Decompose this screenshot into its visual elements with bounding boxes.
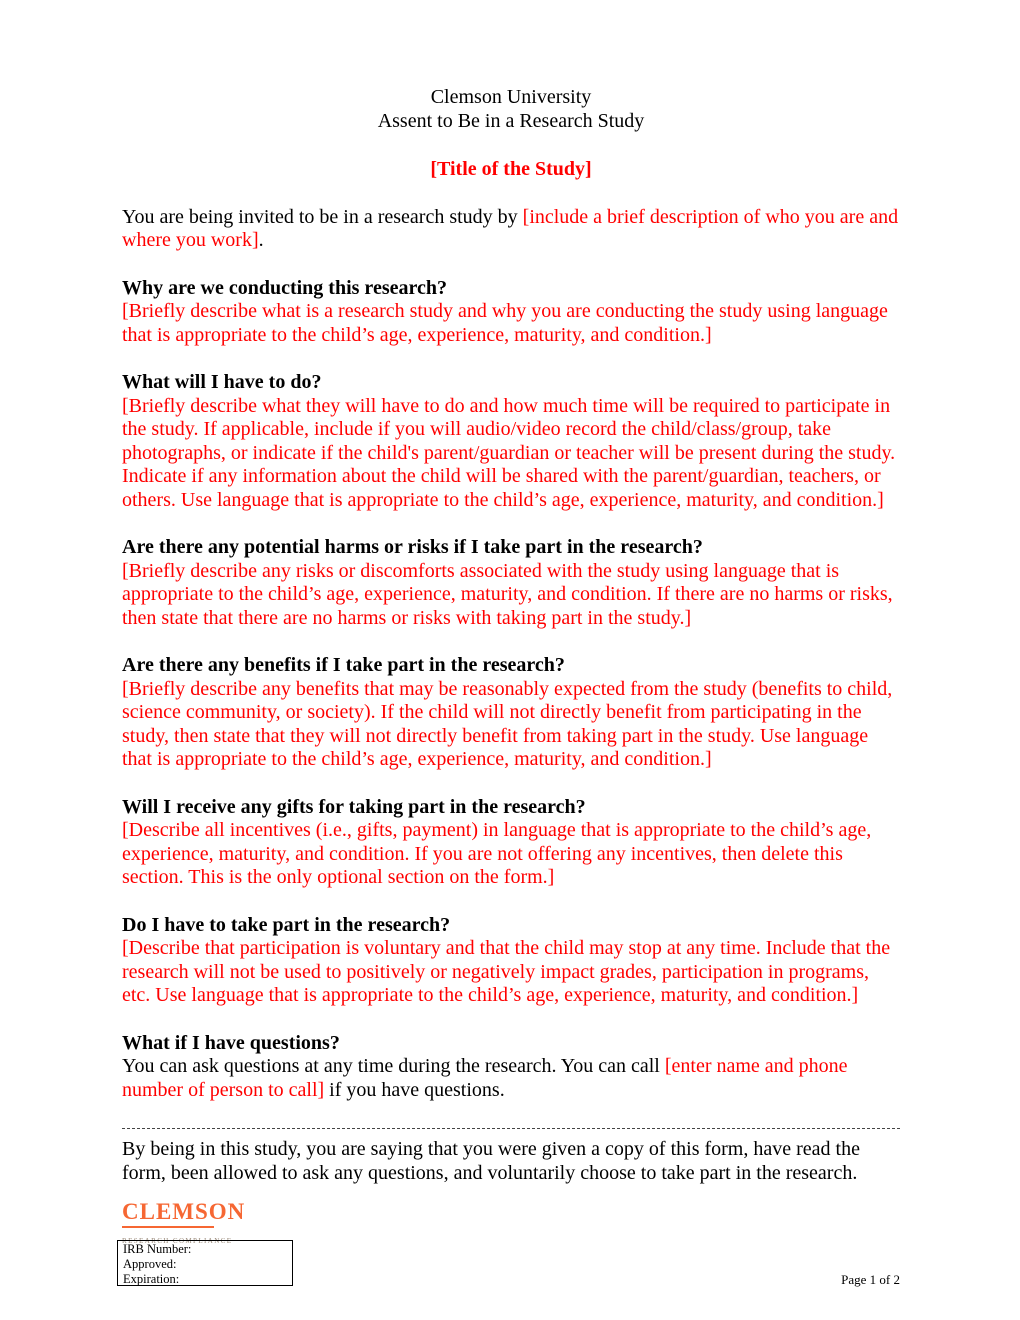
section-body-placeholder: [Describe that participation is voluntary and that the child may stop at any time. Include that the research will not be used to positively or negatively impact grades, participation in programs, etc. Use language that is appropriate to the child’s age, experience, maturity, and condition.] (122, 937, 891, 1006)
section-why-research (122, 277, 900, 348)
page-number: Page 1 of 2 (841, 1272, 900, 1287)
intro-placeholder-text: [include a brief description of who you are and where you work] (122, 205, 899, 251)
approved-label: Approved: (123, 1256, 177, 1271)
section-benefits (122, 654, 900, 772)
section-body-placeholder: [Briefly describe any benefits that may be reasonably expected from the study (benefits to child, science community, or society). If the child will not directly benefit from participating in the study, then state that they will not directly benefit from taking part in the study. Use language that is appropriate to the child’s age, experience, maturity, and condition.] (122, 677, 893, 770)
questions-text-after: if you have questions. (324, 1078, 505, 1101)
section-heading: Are there any potential harms or risks if I take part in the research? (122, 536, 703, 558)
section-heading: Why are we conducting this research? (122, 276, 447, 299)
expiration-label: Expiration: (123, 1271, 180, 1286)
section-body-placeholder: [Briefly describe what they will have to do and how much time will be required to participate in the study. If applicable, include if you will audio/video record the child/class/group, take photographs, or indicate if the child's parent/guardian or teacher will be present during the study. Indicate if any information about the child will be shared with the parent/guardian, teachers, or others. Use language that is appropriate to the child’s age, experience, maturity, and condition.] (122, 394, 896, 511)
irb-number-label: IRB Number: (123, 1242, 192, 1256)
study-title-placeholder: [Title of the Study] (430, 158, 592, 180)
university-name: Clemson University (430, 86, 592, 108)
section-heading: What if I have questions? (122, 1031, 340, 1054)
questions-body (122, 1055, 900, 1102)
section-gifts (122, 796, 900, 890)
intro-text-after: . (258, 229, 264, 251)
questions-text-before: You can ask questions at any time during the research. You can call (122, 1055, 665, 1077)
section-heading: Do I have to take part in the research? (122, 913, 451, 936)
section-harms-risks (122, 536, 900, 630)
intro-text-before: You are being invited to be in a research study by (122, 205, 523, 228)
section-what-to-do (122, 371, 900, 512)
section-body-placeholder: [Briefly describe what is a research study and why you are conducting the study using language that is appropriate to the child’s age, experience, maturity, and condition.] (122, 300, 888, 346)
research-compliance-tagline: RESEARCH COMPLIANCE (122, 1226, 214, 1254)
section-voluntary (122, 914, 900, 1008)
section-heading: Are there any benefits if I take part in the research? (122, 654, 565, 676)
irb-stamp-box (117, 1240, 293, 1286)
section-body-placeholder: [Describe all incentives (i.e., gifts, payment) in language that is appropriate to the child’s age, experience, maturity, and condition. If you are not offering any incentives, then delete this section. This is the only optional section on the form.] (122, 819, 872, 888)
intro-paragraph (122, 206, 900, 253)
clemson-wordmark: CLEMSON (122, 1199, 246, 1224)
document-title: Assent to Be in a Research Study (377, 109, 645, 132)
section-heading: Will I receive any gifts for taking part in the research? (122, 795, 586, 818)
closing-statement: By being in this study, you are saying that you were given a copy of this form, have read the form, been allowed to ask any questions, and voluntarily choose to take part in the research. (122, 1138, 860, 1184)
section-body-placeholder: [Briefly describe any risks or discomforts associated with the study using language that is appropriate to the child’s age, experience, maturity, and condition. If there are no harms or risks, then state that there are no harms or risks with taking part in the study.] (122, 559, 893, 629)
section-questions (122, 1032, 900, 1103)
questions-placeholder-text: [enter name and phone number of person to call] (122, 1055, 848, 1101)
section-heading: What will I have to do? (122, 371, 322, 393)
separator-line (122, 1128, 900, 1129)
